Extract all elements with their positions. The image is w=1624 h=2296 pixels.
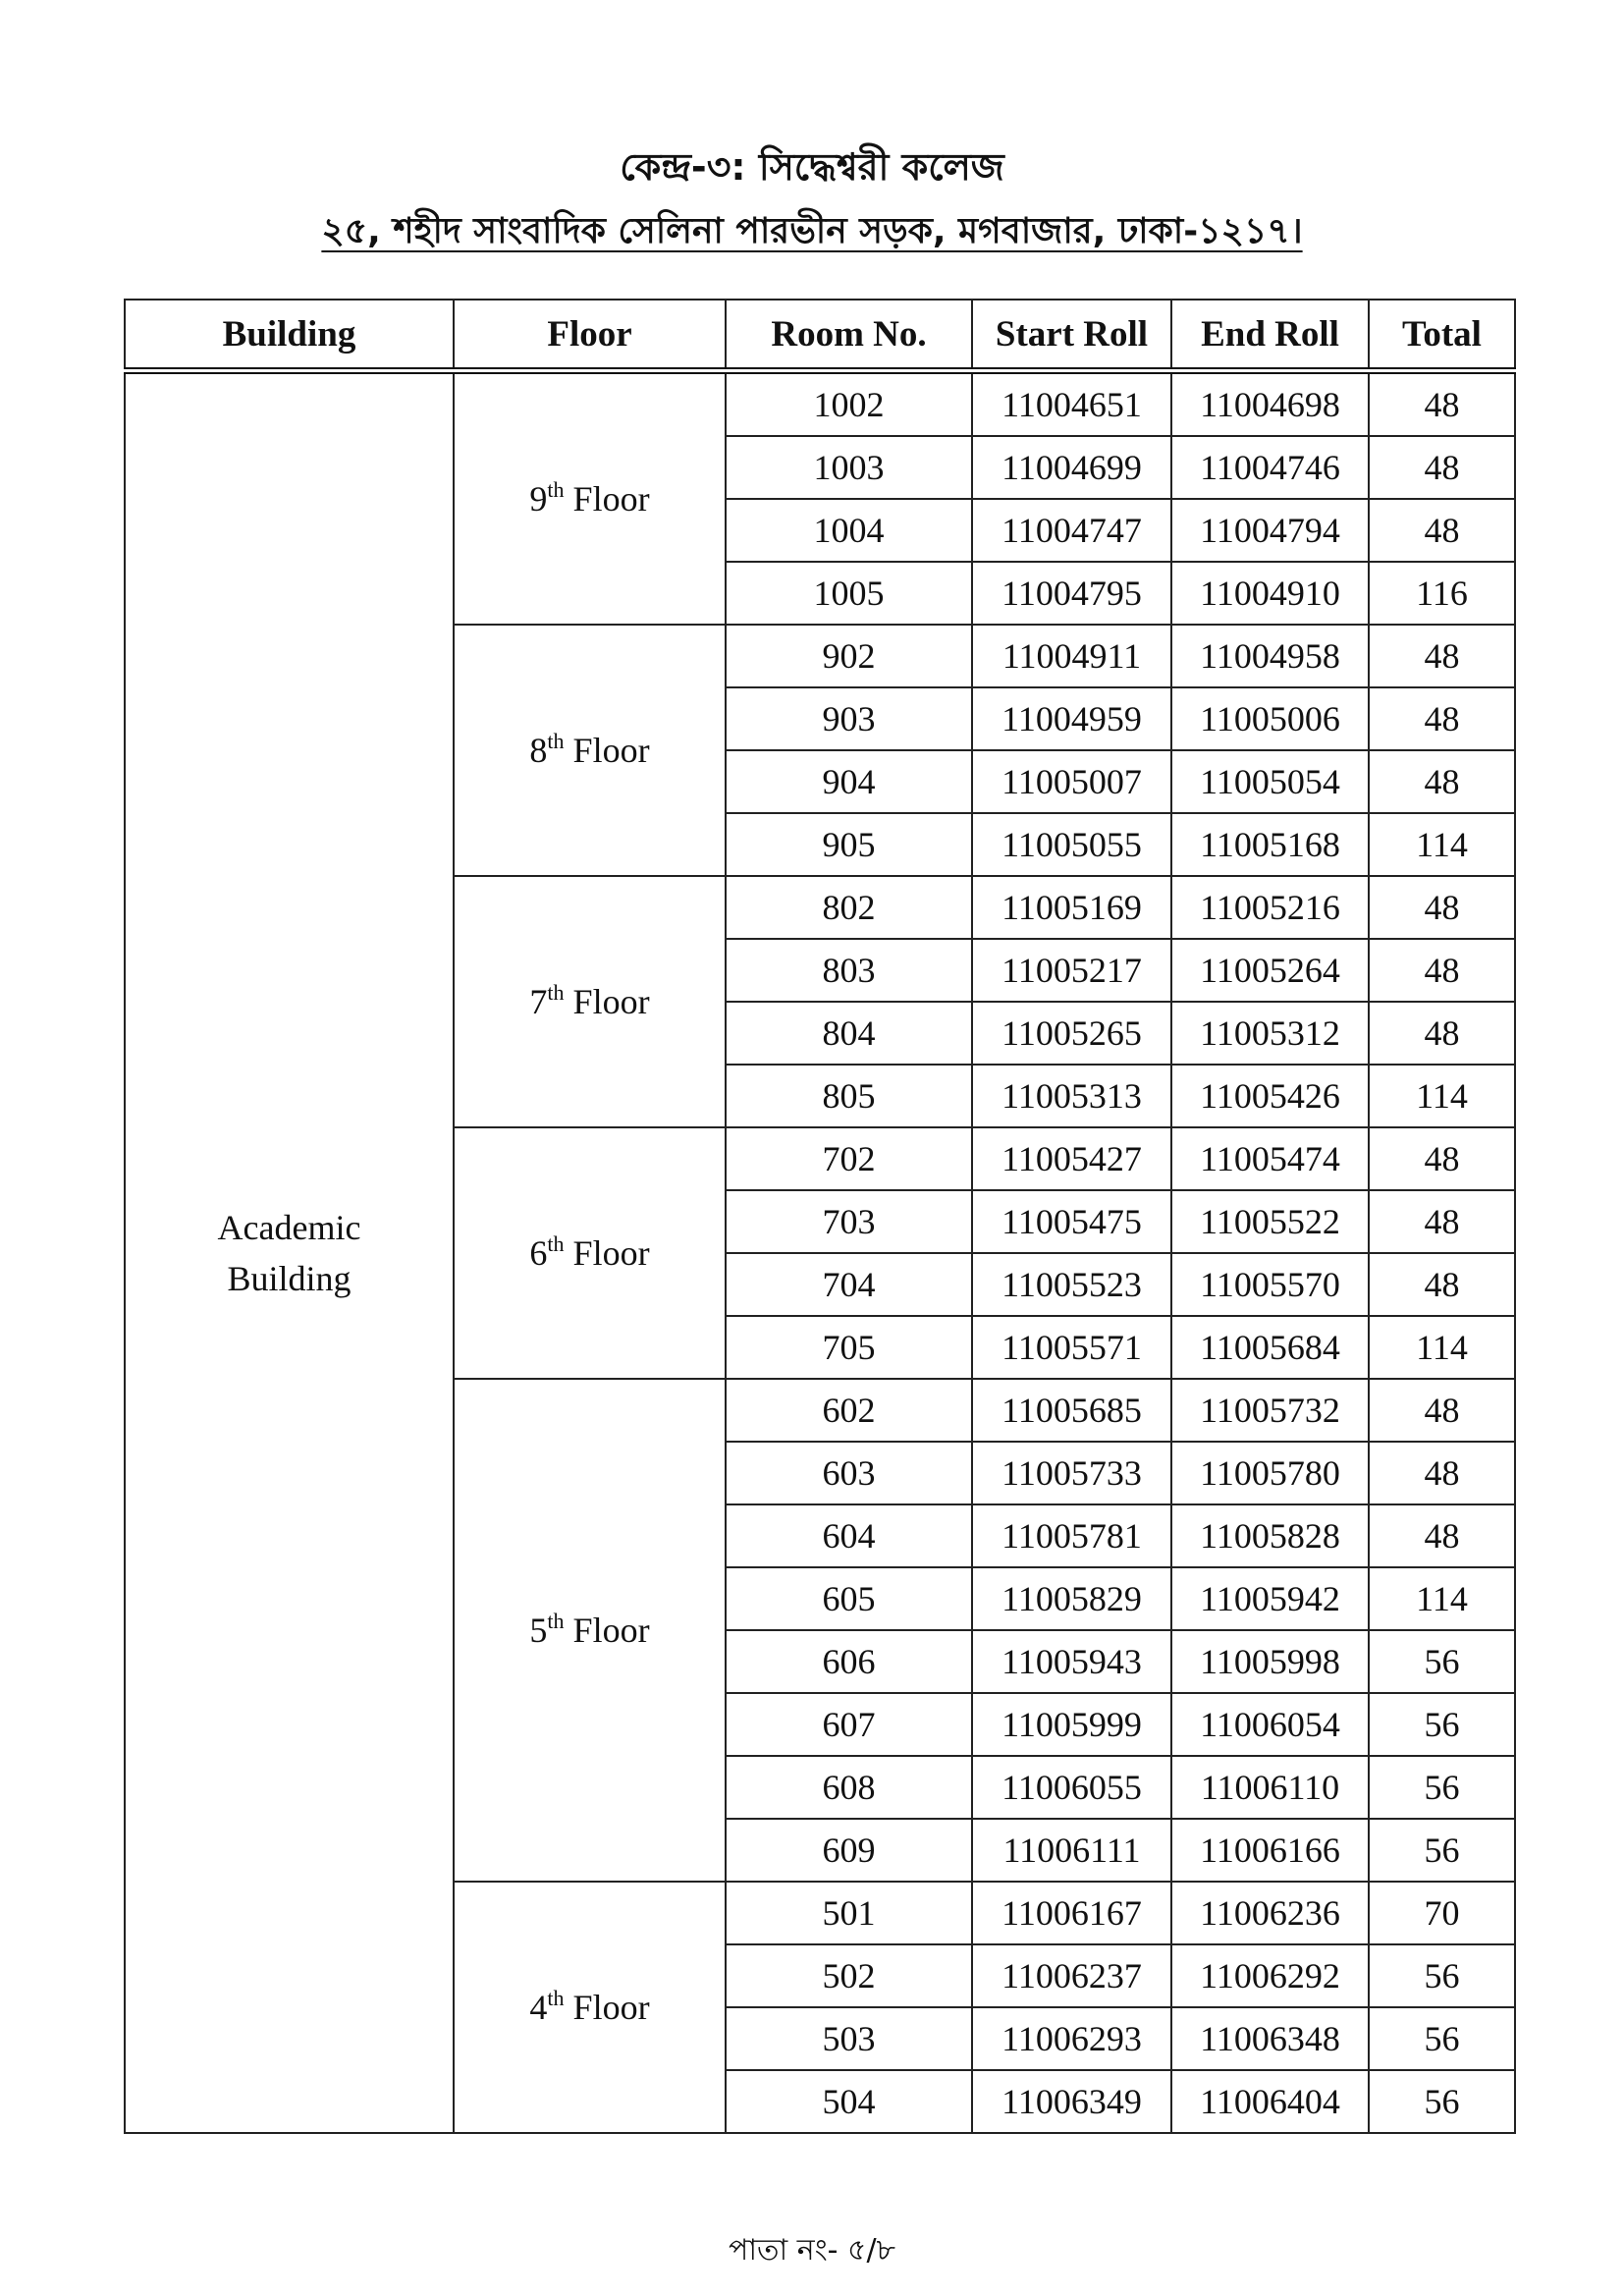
- start-roll-cell: 11005781: [972, 1504, 1171, 1567]
- end-roll-cell: 11006404: [1171, 2070, 1369, 2133]
- room-number-cell: 606: [726, 1630, 972, 1693]
- room-number-cell: 904: [726, 750, 972, 813]
- total-cell: 48: [1369, 1127, 1515, 1190]
- total-cell: 48: [1369, 1379, 1515, 1442]
- start-roll-cell: 11005217: [972, 939, 1171, 1002]
- floor-number: 7: [529, 982, 548, 1021]
- column-header-total: Total: [1369, 300, 1515, 371]
- floor-word: Floor: [572, 1233, 650, 1273]
- end-roll-cell: 11005054: [1171, 750, 1369, 813]
- start-roll-cell: 11005265: [972, 1002, 1171, 1065]
- end-roll-cell: 11004746: [1171, 436, 1369, 499]
- total-cell: 48: [1369, 1253, 1515, 1316]
- room-number-cell: 803: [726, 939, 972, 1002]
- end-roll-cell: 11004958: [1171, 625, 1369, 687]
- room-number-cell: 609: [726, 1819, 972, 1882]
- total-cell: 48: [1369, 499, 1515, 562]
- floor-word: Floor: [572, 982, 650, 1021]
- floor-number: 5: [529, 1611, 548, 1650]
- start-roll-cell: 11005169: [972, 876, 1171, 939]
- end-roll-cell: 11006236: [1171, 1882, 1369, 1944]
- room-number-cell: 805: [726, 1065, 972, 1127]
- total-cell: 56: [1369, 2007, 1515, 2070]
- total-cell: 48: [1369, 876, 1515, 939]
- room-number-cell: 705: [726, 1316, 972, 1379]
- room-number-cell: 703: [726, 1190, 972, 1253]
- room-number-cell: 603: [726, 1442, 972, 1504]
- room-number-cell: 704: [726, 1253, 972, 1316]
- center-title: কেন্দ্র-৩: সিদ্ধেশ্বরী কলেজ: [620, 145, 1004, 189]
- room-number-cell: 608: [726, 1756, 972, 1819]
- floor-number: 6: [529, 1233, 548, 1273]
- building-name-line1: Academic: [217, 1208, 361, 1247]
- total-cell: 48: [1369, 939, 1515, 1002]
- total-cell: 48: [1369, 750, 1515, 813]
- end-roll-cell: 11004794: [1171, 499, 1369, 562]
- end-roll-cell: 11005474: [1171, 1127, 1369, 1190]
- end-roll-cell: 11004698: [1171, 371, 1369, 437]
- total-cell: 48: [1369, 1504, 1515, 1567]
- floor-ordinal-suffix: th: [547, 1609, 565, 1633]
- floor-ordinal-suffix: th: [547, 1231, 565, 1256]
- end-roll-cell: 11005522: [1171, 1190, 1369, 1253]
- room-number-cell: 902: [726, 625, 972, 687]
- start-roll-cell: 11006055: [972, 1756, 1171, 1819]
- total-cell: 114: [1369, 1065, 1515, 1127]
- room-number-cell: 503: [726, 2007, 972, 2070]
- floor-word: Floor: [572, 1611, 650, 1650]
- total-cell: 70: [1369, 1882, 1515, 1944]
- start-roll-cell: 11006349: [972, 2070, 1171, 2133]
- total-cell: 48: [1369, 1190, 1515, 1253]
- end-roll-cell: 11005780: [1171, 1442, 1369, 1504]
- total-cell: 48: [1369, 1442, 1515, 1504]
- column-header-room-no: Room No.: [726, 300, 972, 371]
- total-cell: 116: [1369, 562, 1515, 625]
- start-roll-cell: 11006111: [972, 1819, 1171, 1882]
- room-number-cell: 905: [726, 813, 972, 876]
- room-number-cell: 607: [726, 1693, 972, 1756]
- column-header-floor: Floor: [454, 300, 726, 371]
- room-number-cell: 605: [726, 1567, 972, 1630]
- end-roll-cell: 11005684: [1171, 1316, 1369, 1379]
- total-cell: 48: [1369, 1002, 1515, 1065]
- total-cell: 56: [1369, 1630, 1515, 1693]
- end-roll-cell: 11004910: [1171, 562, 1369, 625]
- total-cell: 56: [1369, 2070, 1515, 2133]
- column-header-start-roll: Start Roll: [972, 300, 1171, 371]
- building-name-line2: Building: [227, 1259, 352, 1298]
- total-cell: 48: [1369, 436, 1515, 499]
- start-roll-cell: 11005733: [972, 1442, 1171, 1504]
- end-roll-cell: 11005216: [1171, 876, 1369, 939]
- room-number-cell: 604: [726, 1504, 972, 1567]
- end-roll-cell: 11005264: [1171, 939, 1369, 1002]
- room-number-cell: 602: [726, 1379, 972, 1442]
- end-roll-cell: 11006292: [1171, 1944, 1369, 2007]
- table-header-row: [125, 300, 1515, 371]
- end-roll-cell: 11005828: [1171, 1504, 1369, 1567]
- table-row: [125, 371, 1515, 437]
- start-roll-cell: 11005685: [972, 1379, 1171, 1442]
- floor-ordinal-suffix: th: [547, 729, 565, 753]
- floor-cell: [454, 1127, 726, 1379]
- total-cell: 56: [1369, 1944, 1515, 2007]
- room-number-cell: 903: [726, 687, 972, 750]
- floor-word: Floor: [572, 731, 650, 770]
- total-cell: 48: [1369, 687, 1515, 750]
- floor-ordinal-suffix: th: [547, 477, 565, 502]
- start-roll-cell: 11005571: [972, 1316, 1171, 1379]
- room-number-cell: 802: [726, 876, 972, 939]
- floor-number: 8: [529, 731, 548, 770]
- building-cell: [125, 371, 454, 2134]
- room-number-cell: 504: [726, 2070, 972, 2133]
- start-roll-cell: 11006293: [972, 2007, 1171, 2070]
- floor-ordinal-suffix: th: [547, 1986, 565, 2010]
- start-roll-cell: 11004651: [972, 371, 1171, 437]
- address-line: [0, 204, 1624, 259]
- end-roll-cell: 11005570: [1171, 1253, 1369, 1316]
- room-number-cell: 804: [726, 1002, 972, 1065]
- total-cell: 48: [1369, 371, 1515, 437]
- start-roll-cell: 11005055: [972, 813, 1171, 876]
- room-number-cell: 502: [726, 1944, 972, 2007]
- room-number-cell: 1005: [726, 562, 972, 625]
- start-roll-cell: 11005475: [972, 1190, 1171, 1253]
- floor-word: Floor: [572, 1988, 650, 2027]
- end-roll-cell: 11005998: [1171, 1630, 1369, 1693]
- start-roll-cell: 11005313: [972, 1065, 1171, 1127]
- column-header-end-roll: End Roll: [1171, 300, 1369, 371]
- start-roll-cell: 11006237: [972, 1944, 1171, 2007]
- start-roll-cell: 11004959: [972, 687, 1171, 750]
- start-roll-cell: 11005943: [972, 1630, 1171, 1693]
- end-roll-cell: 11005006: [1171, 687, 1369, 750]
- start-roll-cell: 11005427: [972, 1127, 1171, 1190]
- address-text: ২৫, শহীদ সাংবাদিক সেলিনা পারভীন সড়ক, মগবাজার, ঢাকা-১২১৭।: [321, 211, 1303, 251]
- total-cell: 56: [1369, 1693, 1515, 1756]
- floor-word: Floor: [572, 479, 650, 519]
- floor-cell: [454, 1379, 726, 1882]
- room-number-cell: 1003: [726, 436, 972, 499]
- floor-cell: [454, 625, 726, 876]
- start-roll-cell: 11006167: [972, 1882, 1171, 1944]
- total-cell: 48: [1369, 625, 1515, 687]
- floor-cell: [454, 1882, 726, 2133]
- table-body: [125, 371, 1515, 2134]
- seat-plan-table: [124, 299, 1516, 2134]
- end-roll-cell: 11006166: [1171, 1819, 1369, 1882]
- floor-cell: [454, 876, 726, 1127]
- room-number-cell: 501: [726, 1882, 972, 1944]
- total-cell: 56: [1369, 1819, 1515, 1882]
- start-roll-cell: 11005007: [972, 750, 1171, 813]
- end-roll-cell: 11006110: [1171, 1756, 1369, 1819]
- end-roll-cell: 11005732: [1171, 1379, 1369, 1442]
- end-roll-cell: 11006348: [1171, 2007, 1369, 2070]
- page-number: পাতা নং- ৫/৮: [728, 2233, 896, 2268]
- total-cell: 114: [1369, 1316, 1515, 1379]
- end-roll-cell: 11005312: [1171, 1002, 1369, 1065]
- total-cell: 114: [1369, 1567, 1515, 1630]
- floor-ordinal-suffix: th: [547, 980, 565, 1005]
- start-roll-cell: 11005523: [972, 1253, 1171, 1316]
- end-roll-cell: 11006054: [1171, 1693, 1369, 1756]
- floor-number: 4: [529, 1988, 548, 2027]
- total-cell: 114: [1369, 813, 1515, 876]
- floor-cell: [454, 371, 726, 626]
- room-number-cell: 1002: [726, 371, 972, 437]
- start-roll-cell: 11005999: [972, 1693, 1171, 1756]
- total-cell: 56: [1369, 1756, 1515, 1819]
- room-number-cell: 1004: [726, 499, 972, 562]
- floor-number: 9: [529, 479, 548, 519]
- end-roll-cell: 11005426: [1171, 1065, 1369, 1127]
- room-number-cell: 702: [726, 1127, 972, 1190]
- start-roll-cell: 11005829: [972, 1567, 1171, 1630]
- start-roll-cell: 11004699: [972, 436, 1171, 499]
- column-header-building: Building: [125, 300, 454, 371]
- start-roll-cell: 11004911: [972, 625, 1171, 687]
- start-roll-cell: 11004747: [972, 499, 1171, 562]
- end-roll-cell: 11005942: [1171, 1567, 1369, 1630]
- start-roll-cell: 11004795: [972, 562, 1171, 625]
- end-roll-cell: 11005168: [1171, 813, 1369, 876]
